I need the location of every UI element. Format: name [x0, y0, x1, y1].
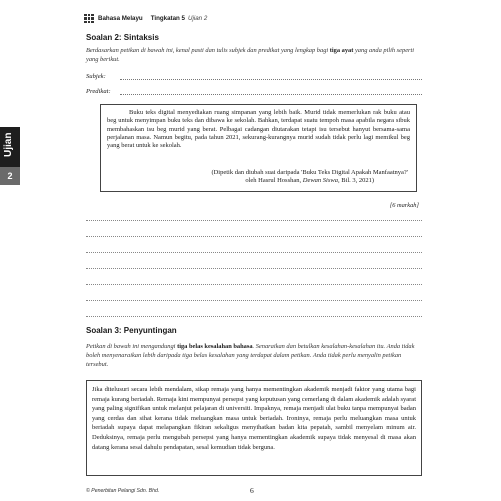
header-test: Ujian 2	[188, 15, 208, 22]
answer-line[interactable]	[86, 300, 422, 301]
section3-title: Soalan 3: Penyuntingan	[86, 326, 177, 335]
section2-source	[211, 169, 408, 186]
section3-instruction	[86, 342, 421, 369]
predikat-label: Predikat:	[86, 88, 111, 95]
predikat-line[interactable]	[120, 88, 422, 95]
section3-passage: Jika ditelusuri secara lebih mendalam, sikap remaja yang hanya mementingkan akademik menjadi faktor yang utama bagi remaja kurang beriadah. Remaja kini mempunyai persepsi yang keputusan yang cemerlang di dalam akademik adalah syarat yang paling signifikan untuk melanjut pelajaran di universiti. Impaknya, remaja menjadi ulat buku tanpa mempunyai badan yang cerdas dan sihat kerana tidak meluangkan masa untuk beriadah. Ironinya, remaja perlu meluangkan masa untuk beriadah supaya dapat melapangkan fikiran sekaligus menyihatkan badan kita pepatah, sambil menyelam minum air. Deduksinya, remaja perlu mengubah persepsi yang hanya mementingkan akademik supaya tidak menyesal di masa akan datang kerana sesal dahulu pendapatan, sesal kemudian tidak berguna.	[92, 386, 416, 451]
book-grid-icon	[84, 14, 94, 23]
source-line-2	[211, 177, 408, 185]
section2-instruction-bold: tiga ayat	[329, 47, 354, 54]
page-header	[84, 14, 207, 23]
section2-instruction-text: Berdasarkan petikan di bawah ini, kenal pasti dan tulis subjek dan predikat yang lengkap bagi	[86, 47, 330, 54]
section2-passage: Buku teks digital menyediakan ruang simpanan yang lebih baik. Murid tidak memerlukan rak buku atau beg untuk menyimpan buku teks dan dibawa ke sekolah. Bahkan, terdapat suatu tempoh masa apabila negara sibuk membahaskan isu beg murid yang berat. Pelbagai cadangan diutarakan tetapi isu tersebut hanyut bersama-sama perjalanan masa. Namun begitu, pada tahun 2021, sekurang-kurangnya murid sudah tidak perlu lagi memikul beg yang berat untuk ke sekolah.	[107, 109, 410, 150]
section3-instruction-text: Petikan di bawah ini mengandungi	[86, 343, 178, 350]
source-magazine: Dewan Siswa	[302, 177, 338, 185]
side-tab-label: Ujian	[3, 132, 14, 157]
section2-marks: [6 markah]	[389, 202, 419, 209]
section2-instruction-text-2: yang anda pilih seperti yang berikut.	[86, 47, 415, 63]
header-subject: Bahasa Melayu	[98, 15, 143, 22]
section3-instruction-text-2: . Senaraikan dan betulkan kesalahan-kesalahan itu. Anda tidak boleh menyenaraikan lebih daripada tiga belas kesalahan yang terdapat dalam petikan. Anda tidak perlu menyalin petikan tersebut.	[86, 343, 415, 368]
answer-line[interactable]	[86, 284, 422, 285]
side-tab-number: 2	[0, 167, 20, 185]
section2-title: Soalan 2: Sintaksis	[86, 33, 159, 42]
answer-line[interactable]	[86, 252, 422, 253]
section2-instruction	[86, 46, 421, 64]
header-level: Tingkatan 5	[150, 15, 185, 22]
footer-publisher: © Penerbitan Pelangi Sdn. Bhd.	[86, 488, 160, 494]
side-tab	[0, 127, 20, 185]
section3-instruction-bold: tiga belas kesalahan bahasa	[177, 343, 253, 350]
source-line-2-pre: oleh Hasrul Hosshan,	[245, 177, 303, 185]
section3-passage-box	[86, 380, 422, 476]
source-line-1: (Dipetik dan diubah suai daripada 'Buku Teks Digital Apakah Manfaatnya?'	[211, 169, 408, 176]
answer-line[interactable]	[86, 220, 422, 221]
predikat-field[interactable]	[86, 85, 422, 95]
answer-line[interactable]	[86, 268, 422, 269]
page-number: 6	[250, 486, 254, 495]
subjek-field[interactable]	[86, 70, 422, 80]
source-line-2-post: , Bil. 3, 2021)	[337, 177, 375, 185]
subjek-line[interactable]	[120, 73, 422, 80]
answer-line[interactable]	[86, 236, 422, 237]
answer-line[interactable]	[86, 316, 422, 317]
section2-passage-box	[100, 104, 417, 192]
subjek-label: Subjek:	[86, 73, 106, 80]
